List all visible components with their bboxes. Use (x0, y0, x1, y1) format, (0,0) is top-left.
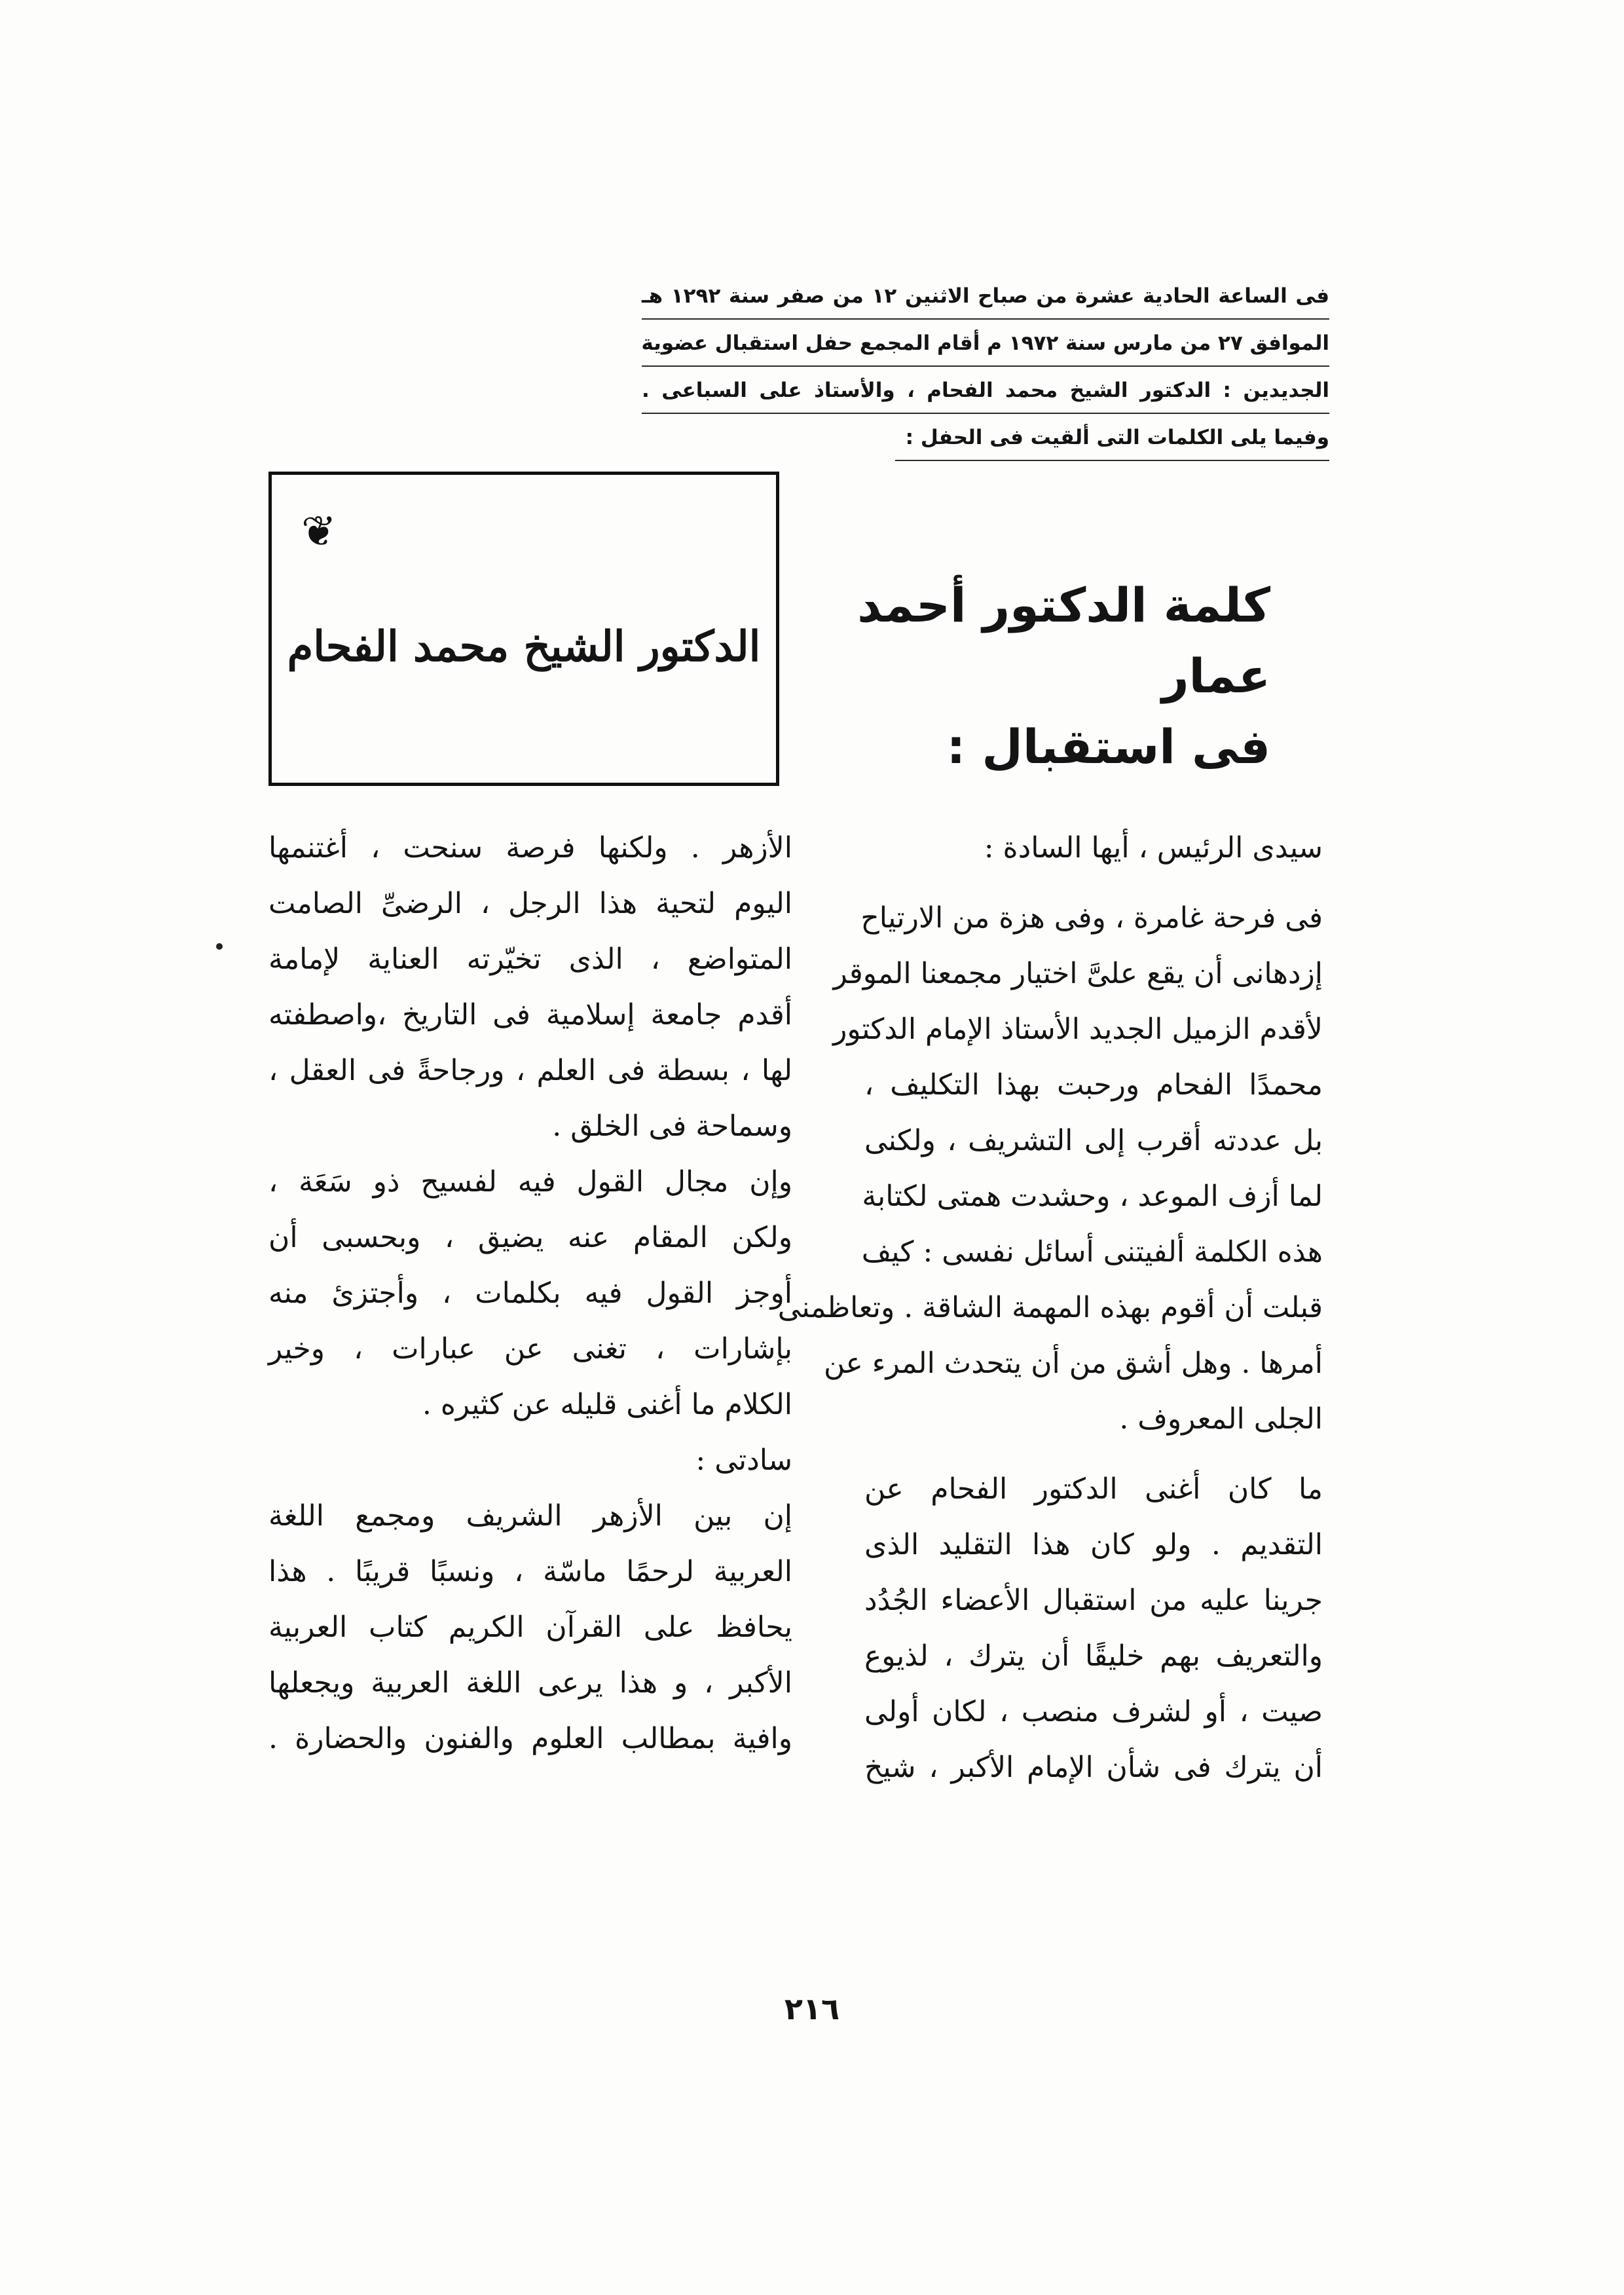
text-line: قبلت أن أقوم بهذه المهمة الشاقة . وتعاظمنى (777, 1291, 1323, 1324)
text-line: المتواضع ، الذى تخيّرته العناية لإمامة (268, 942, 792, 976)
intro-line: الجديدين : الدكتور الشيخ محمد الفحام ، والأستاذ على السباعى . (642, 369, 1329, 414)
text-line: محمدًا الفحام ورحبت بهذا التكليف ، (864, 1068, 1323, 1102)
text-line: هذه الكلمة ألفيتنى أسائل نفسى : كيف (861, 1235, 1323, 1269)
text-line: سيدى الرئيس ، أيها السادة : (984, 831, 1323, 865)
intro-line: الموافق ٢٧ من مارس سنة ١٩٧٢ م أقام المجمع حفل استقبال عضوية (642, 322, 1329, 367)
left-column (268, 820, 792, 1766)
text-line: إزدهانى أن يقع علىَّ اختيار مجمعنا الموقر (833, 957, 1323, 990)
paragraph-gap (864, 1447, 1323, 1461)
intro-block (642, 275, 1329, 464)
text-line: ما كان أغنى الدكتور الفحام عن (864, 1472, 1323, 1506)
right-column (777, 820, 1323, 1795)
heading-line: فى استقبال : (946, 719, 1270, 774)
text-line: التقديم . ولو كان هذا التقليد الذى (864, 1528, 1323, 1561)
text-line: وسماحة فى الخلق . (552, 1110, 792, 1143)
text-line: وافية بمطالب العلوم والفنون والحضارة . (268, 1722, 792, 1755)
text-line: العربية لرحمًا ماسّة ، ونسبًا قريبًا . هذا (268, 1555, 792, 1588)
text-line: ولكن المقام عنه يضيق ، وبحسبى أن (268, 1221, 792, 1254)
text-line: اليوم لتحية هذا الرجل ، الرضىِّ الصامت (268, 887, 792, 920)
text-line: الكلام ما أغنى قليله عن كثيره . (422, 1388, 792, 1421)
text-line: الجلى المعروف . (1119, 1402, 1323, 1436)
text-line: فى فرحة غامرة ، وفى هزة من الارتياح (860, 901, 1323, 935)
speech-heading (799, 570, 1270, 782)
intro-line: فى الساعة الحادية عشرة من صباح الاثنين ١٢ من صفر سنة ١٢٩٢ هـ (642, 275, 1329, 320)
paragraph-gap (864, 876, 1323, 890)
intro-line: وفيما يلى الكلمات التى ألقيت فى الحفل : (895, 417, 1329, 461)
framed-name: الدكتور الشيخ محمد الفحام (287, 622, 761, 671)
text-line: لها ، بسطة فى العلم ، ورجاحةً فى العقل ، (268, 1054, 792, 1087)
text-line: أن يترك فى شأن الإمام الأكبر ، شيخ (864, 1751, 1323, 1784)
text-line: الأزهر . ولكنها فرصة سنحت ، أغتنمها (268, 831, 792, 865)
text-line: أقدم جامعة إسلامية فى التاريخ ،واصطفته (268, 998, 792, 1032)
text-line: أوجز القول فيه بكلمات ، وأجتزئ منه (268, 1277, 792, 1310)
ornament-icon: ❦ (301, 508, 337, 556)
text-line: صيت ، أو لشرف منصب ، لكان أولى (864, 1695, 1323, 1728)
text-line: لأقدم الزميل الجديد الأستاذ الإمام الدكتور (833, 1013, 1323, 1046)
page-number: ٢١٦ (784, 1991, 840, 2026)
text-line: إن بين الأزهر الشريف ومجمع اللغة (268, 1499, 792, 1533)
scan-mark (216, 943, 223, 950)
text-line: لما أزف الموعد ، وحشدت همتى لكتابة (862, 1180, 1323, 1213)
text-line: وإن مجال القول فيه لفسيح ذو سَعَة ، (268, 1165, 792, 1199)
text-line: أمرها . وهل أشق من أن يتحدث المرء عن (824, 1347, 1323, 1380)
text-line: جرينا عليه من استقبال الأعضاء الجُدُد (864, 1584, 1323, 1617)
text-line: الأكبر ، و هذا يرعى اللغة العربية ويجعلها (268, 1666, 792, 1700)
text-line: سادتى : (695, 1444, 792, 1477)
text-line: بإشارات ، تغنى عن عبارات ، وخير (268, 1332, 792, 1366)
heading-line: كلمة الدكتور أحمد عمار (857, 578, 1270, 703)
text-line: بل عددته أقرب إلى التشريف ، ولكنى (864, 1124, 1323, 1157)
text-line: والتعريف بهم خليقًا أن يترك ، لذيوع (864, 1639, 1323, 1673)
text-line: يحافظ على القرآن الكريم كتاب العربية (268, 1611, 792, 1644)
